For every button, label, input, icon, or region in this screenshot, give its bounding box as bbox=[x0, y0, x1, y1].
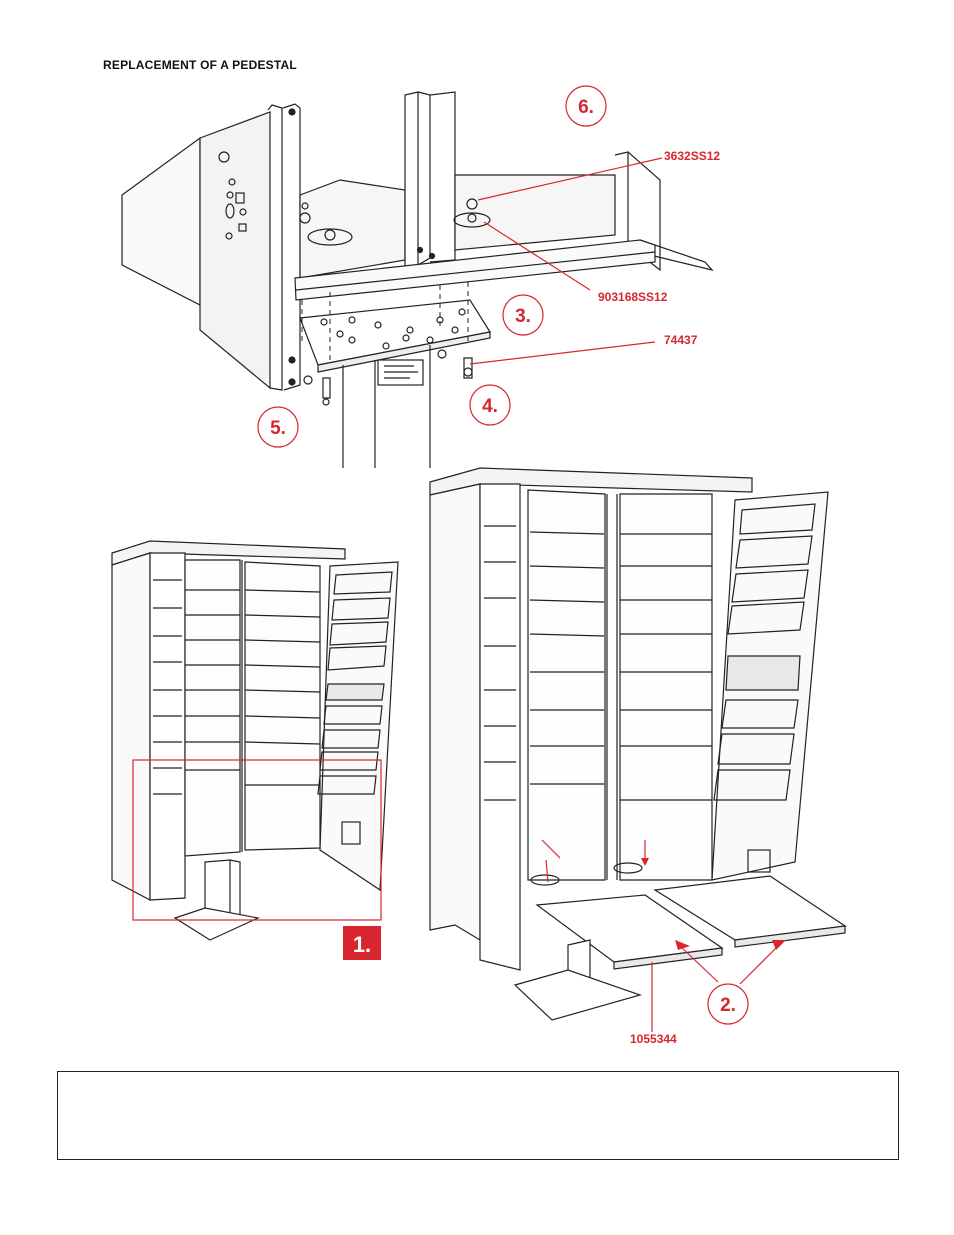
large-cabinet bbox=[430, 468, 845, 1020]
step-1-label: 1. bbox=[352, 932, 372, 957]
step-2-label: 2. bbox=[720, 995, 736, 1016]
step-5-label: 5. bbox=[270, 418, 286, 439]
leader-step2-b bbox=[740, 944, 780, 984]
part-number-bolt: 74437 bbox=[664, 333, 698, 347]
arrow-head-b bbox=[772, 940, 786, 950]
step-3-label: 3. bbox=[515, 306, 531, 327]
note-box bbox=[57, 1071, 899, 1160]
leader-bolt bbox=[470, 342, 655, 364]
part-number-nut: 3632SS12 bbox=[664, 149, 721, 163]
step-6-label: 6. bbox=[578, 97, 594, 118]
part-number-washer: 903168SS12 bbox=[598, 290, 668, 304]
step-4-label: 4. bbox=[482, 396, 498, 417]
part-number-panel: 1055344 bbox=[630, 1032, 677, 1046]
small-cabinet bbox=[112, 541, 398, 940]
top-detail-cabinet bbox=[122, 92, 712, 468]
page-title: REPLACEMENT OF A PEDESTAL bbox=[103, 58, 297, 72]
